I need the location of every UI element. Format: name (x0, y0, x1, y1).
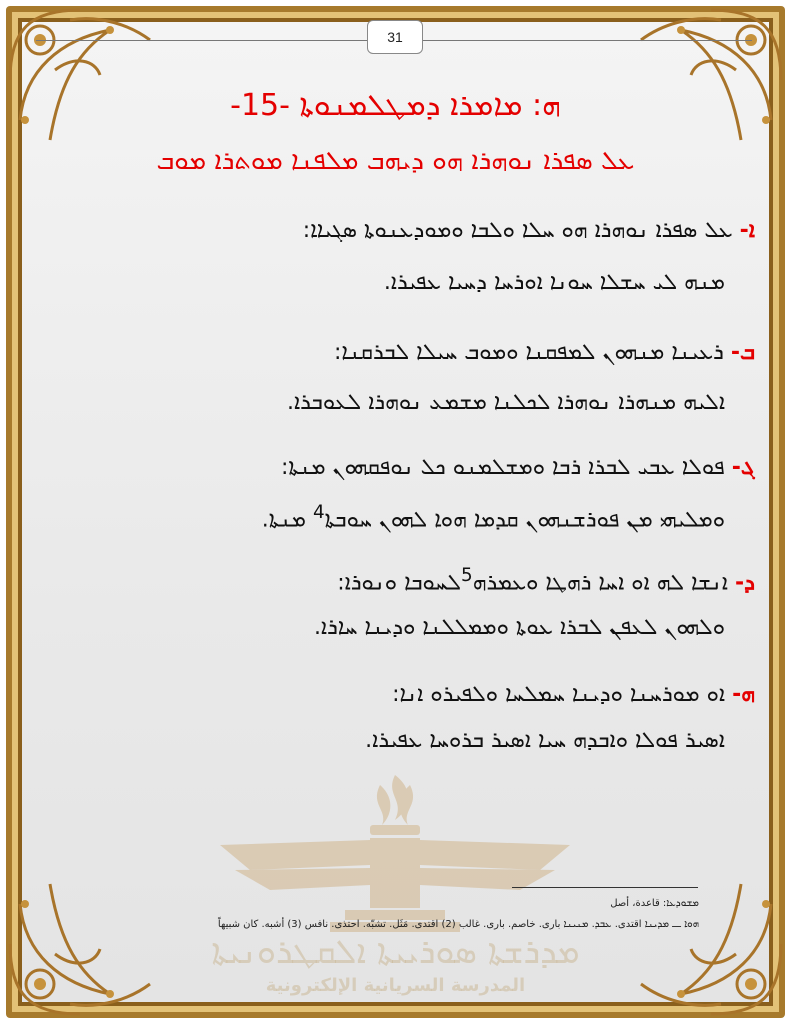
footnote-ref: 4 (312, 502, 325, 523)
stanza-3-line-2 (262, 502, 725, 532)
stanza-4-line-2 (314, 615, 725, 640)
verse-text: ܪܥܝܢܐ ܡܢܗܘܢ ܠܡܦܩܢܐ ܘܡܘܒ ܚܝܠܐ ܠܒܪܩܢܐ: (333, 340, 724, 365)
stanza-marker: ܗ- (732, 682, 755, 707)
watermark-school-arabic: المدرسة السريانية الإلكترونية (265, 975, 526, 996)
lesson-title: ܗ: ܡܐܡܪܐ ܕܡܛܠܡܢܘܬܐ -15- (230, 88, 561, 123)
corner-ornament-top-left-icon (0, 0, 170, 170)
footnote-line-1: ܡܫܘܕܥܐ: قاعدة، أصل (610, 898, 699, 909)
verse-text: ܦܘܠܐ ܥܒܝ ܠܒܪܐ ܪܒܐ ܘܡܫܠܡܢܘ ܟܠ ܢܘܦܩܗܘܢ ܡܢܬܐ: (280, 455, 725, 480)
verse-text: ܠܚܘܒܐ ܘܢܘܪܐ: (337, 570, 462, 596)
verse-text: ܡܢܗ ܠܝ ܚܫܠܐ ܚܘܢܐ ܐܘܪܚܐ ܕܚܝܐ ܥܦܝܪܐ. (383, 270, 725, 295)
stanza-5-line-2 (365, 728, 725, 753)
footnote-rule (512, 887, 698, 888)
footnote-ref: 5 (461, 565, 473, 586)
stanza-marker: ܐ- (739, 218, 755, 243)
watermark-school-syriac: ܡܕܪܫܬܐ ܣܘܪܝܝܬܐ ܐܠܩܛܪܘܢܝܬܐ (211, 932, 580, 972)
stanza-marker: ܕ- (735, 570, 755, 596)
verse-text: ܐܠܝܗ ܡܢܗܪܐ ܢܘܗܪܐ ܠܟܠܢܐ ܡܫܡܥ ܢܘܗܪܐ ܠܥܘܒܪܐ. (286, 390, 725, 415)
verse-text: ܐܣܝܪ ܦܘܠܐ ܘܐܒܕܗ ܚܝܐ ܐܣܝܪ ܒܪܘܚܐ ܥܦܝܪܐ. (365, 728, 725, 753)
verse-text: ܐܢܫܐ ܠܗ ܐܘ ܐܚܐ ܪܗܛܐ ܘܥܡܪܗ (472, 570, 728, 596)
corner-ornament-top-right-icon (621, 0, 791, 170)
footnote-line-2: ܗܘܐ ـــ ܡܕܝܢܐ اقتدى. ܥܒܕ. ܡܢܝܢܐ بارى. خاصم. بارى. غالب (2) اقتدى. مَثَل. تشبّه. احتذى. نافس (3) أشبه. كان شبيهاً (217, 919, 699, 930)
page-number: 31 (367, 20, 423, 54)
stanza-marker: ܒ- (730, 340, 755, 365)
stanza-3-line-1 (281, 455, 755, 480)
stanza-2-line-1 (334, 340, 755, 365)
stanza-1-line-2 (384, 270, 725, 295)
verse-text: ܐܘ ܡܘܪܚܢܐ ܘܕܝܢܐ ܚܡܠܚܐ ܘܠܦܝܪܘ ܐܢܐ: (392, 682, 726, 707)
verse-text: ܘܡܠܝܗܝ ܡܢ ܦܘܪܫܢܗܘܢ ܩܕܡܐ ܗܘܐ ܠܗܘܢ ܚܘܒܬܐ (324, 507, 725, 533)
verse-text: ܥܠ ܣܦܪܐ ܢܘܗܪܐ ܗܘ ܚܠܐ ܘܠܒܐ ܘܡܘܕܥܢܘܬܐ ܣܓܝܐܐ: (302, 218, 733, 243)
stanza-marker: ܓ- (731, 455, 755, 480)
stanza-1-line-1 (303, 218, 755, 243)
verse-text: ܡܢܬܐ. (261, 507, 306, 533)
stanza-2-line-2 (287, 390, 725, 415)
verse-text: ܘܠܗܘܢ ܠܥܦܢ ܠܒܪܐ ܥܘܬܐ ܘܡܡܠܠܢܐ ܘܕܝܢܐ ܚܐܪܐ. (313, 615, 725, 640)
stanza-4-line-1 (337, 565, 755, 595)
lesson-subtitle: ܥܠ ܣܦܪܐ ܢܘܗܪܐ ܗܘ ܕܝܗܒ ܡܠܦܢܐ ܡܘܬܪܐ ܡܘܒ (156, 146, 635, 176)
stanza-5-line-1 (392, 682, 755, 707)
